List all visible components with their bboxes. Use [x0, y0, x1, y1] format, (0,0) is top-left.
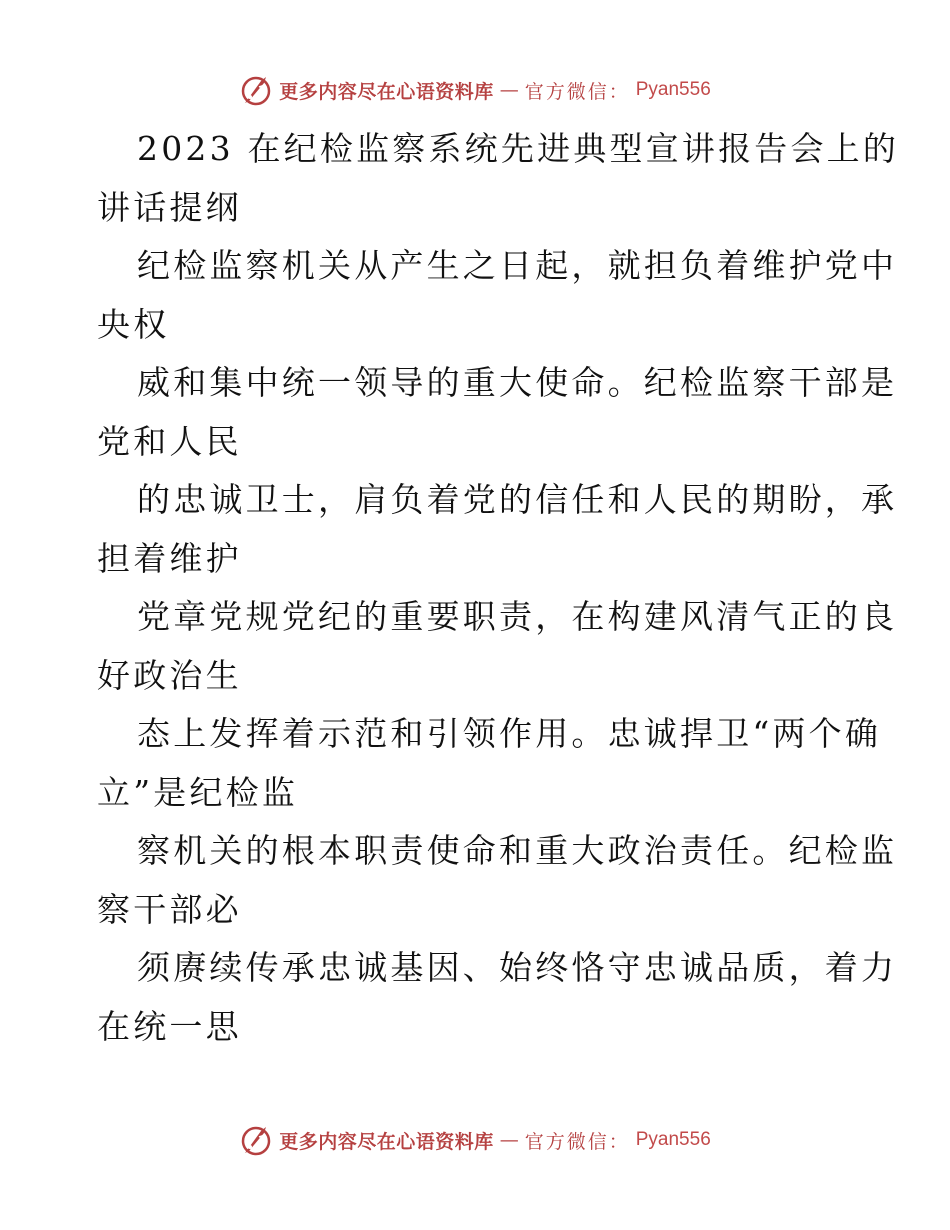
- document-line: 好政治生: [97, 655, 242, 695]
- footer-banner: [0, 1120, 950, 1160]
- document-line: 察干部必: [97, 889, 242, 929]
- document-line: 担着维护: [97, 538, 242, 578]
- quill-pen-circle-icon: [239, 73, 273, 107]
- document-body: [97, 120, 900, 1056]
- document-line: 党章党规党纪的重要职责，在构建风清气正的良: [137, 597, 898, 636]
- banner-dash: —: [499, 1129, 519, 1151]
- banner-wechat-id: Pyan556: [635, 79, 711, 100]
- header-banner: [0, 70, 950, 110]
- document-line: 党和人民: [97, 421, 242, 461]
- banner-dash: —: [499, 79, 519, 101]
- banner-main-text: 更多内容尽在心语资料库: [279, 1130, 494, 1153]
- document-line: 2023 在纪检监察系统先进典型宣讲报告会上的: [137, 129, 900, 168]
- document-line: 央权: [97, 304, 170, 344]
- document-line: 态上发挥着示范和引领作用。忠诚捍卫“两个确: [137, 714, 882, 753]
- document-line: 须赓续传承忠诚基因、始终恪守忠诚品质，着力: [137, 948, 898, 987]
- document-line: 纪检监察机关从产生之日起，就担负着维护党中: [137, 246, 898, 285]
- banner-main-text: 更多内容尽在心语资料库: [279, 80, 494, 103]
- document-line: 察机关的根本职责使命和重大政治责任。纪检监: [137, 831, 898, 870]
- document-line: 立”是纪检监: [97, 772, 299, 812]
- banner-wechat-label: 官方微信：: [524, 80, 630, 103]
- banner-wechat-label: 官方微信：: [524, 1130, 630, 1153]
- document-line: 的忠诚卫士，肩负着党的信任和人民的期盼，承: [137, 480, 898, 519]
- document-line: 讲话提纲: [97, 187, 242, 227]
- quill-pen-circle-icon: [239, 1123, 273, 1157]
- banner-wechat-id: Pyan556: [635, 1129, 711, 1150]
- document-line: 在统一思: [97, 1006, 242, 1046]
- document-line: 威和集中统一领导的重大使命。纪检监察干部是: [137, 363, 898, 402]
